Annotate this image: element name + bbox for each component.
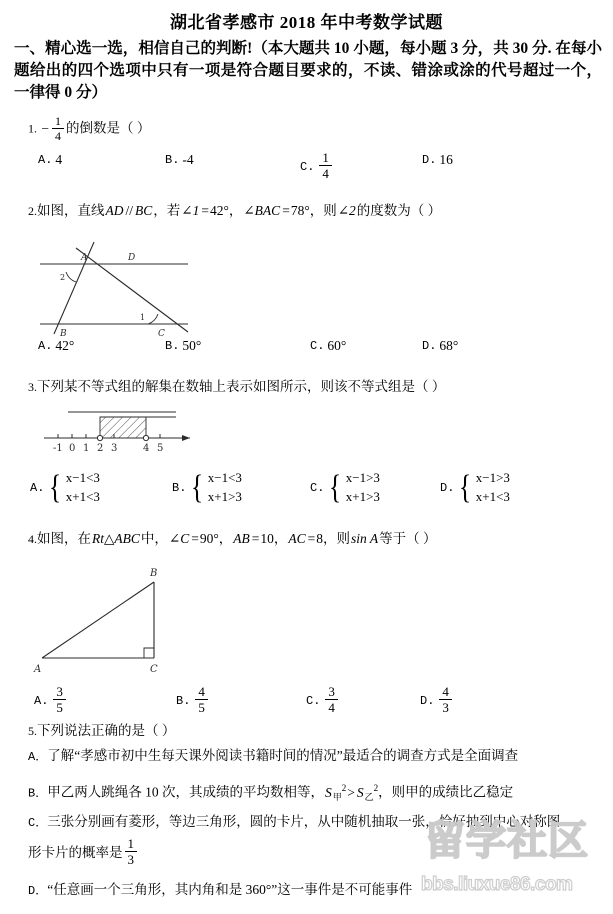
option-label: D. xyxy=(440,480,455,495)
option-label: B. xyxy=(176,693,191,708)
angle-c: ∠C xyxy=(168,531,190,546)
inequality-line-1: x−1>3 xyxy=(345,470,380,485)
question-5-option-c[interactable] xyxy=(28,812,560,833)
question-1-option-b[interactable] xyxy=(165,152,194,168)
left-brace: { xyxy=(459,468,472,506)
variance-subscript-yi: 乙 xyxy=(364,792,374,803)
variance-exponent-yi: 2 xyxy=(373,783,379,793)
eq-2: = xyxy=(307,531,316,546)
option-value: 68° xyxy=(439,338,459,353)
option-label: C. xyxy=(310,480,325,495)
question-1-minus: − xyxy=(41,120,49,136)
stem-lead: 如图，直线 xyxy=(37,203,105,218)
tick-label: 4 xyxy=(143,443,150,454)
question-4-options xyxy=(0,686,613,726)
figure-label-d: D xyxy=(128,253,136,263)
angle-2: ∠2 xyxy=(337,203,356,218)
question-1-options xyxy=(0,152,613,192)
question-2-option-d[interactable] xyxy=(422,338,458,354)
stem-mid-3: ，则 xyxy=(309,203,337,218)
watermark-chinese-text: 留学社区 xyxy=(425,819,589,863)
stem-mid-1: ，若 xyxy=(153,203,181,218)
tick-label: 3 xyxy=(111,443,118,454)
option-label: A. xyxy=(38,153,53,167)
angle-bac-value: 78° xyxy=(290,203,310,218)
eq-2: = xyxy=(282,203,290,218)
question-3-options xyxy=(0,462,613,522)
option-label: D. xyxy=(422,339,437,353)
figure-label-angle-1: 1 xyxy=(140,313,146,322)
option-label: B. xyxy=(165,153,180,167)
option-value: 42° xyxy=(55,338,75,353)
option-label: D. xyxy=(422,153,437,167)
parallel-symbol: // xyxy=(125,203,134,218)
seg-ac-value: 8 xyxy=(316,531,324,546)
variance-symbol-yi: S xyxy=(356,784,364,800)
question-3-number: 3. xyxy=(28,380,37,394)
option-value: -4 xyxy=(182,152,194,167)
eq-0: = xyxy=(191,531,199,546)
question-5-option-b[interactable] xyxy=(28,778,513,807)
question-4-option-b[interactable] xyxy=(176,686,210,715)
inequality-line-2: x+1<3 xyxy=(475,489,510,504)
number-line-figure xyxy=(40,406,230,458)
question-1-number: 1. xyxy=(28,121,37,136)
option-fraction: $\frac{3}{4}$ xyxy=(325,685,338,714)
question-2-option-a[interactable] xyxy=(38,338,74,354)
question-3-option-b[interactable] xyxy=(172,470,242,505)
section-intro: 一、精心选一选，相信自己的判断!（本大题共 10 小题，每小题 3 分，共 30 分. 在每小题给出的四个选项中只有一项是符合题目要求的，不读、错涂或涂的代号超过一个，一律得 0 分） xyxy=(14,40,602,101)
option-value: 4 xyxy=(55,152,63,167)
eq-1: = xyxy=(251,531,260,546)
figure-label-angle-2: 2 xyxy=(60,273,66,282)
left-brace: { xyxy=(329,468,342,506)
stem-tail: 等于（ ） xyxy=(379,531,437,546)
option-fraction: $\frac{4}{3}$ xyxy=(439,685,452,714)
inequality-line-1: x−1<3 xyxy=(65,470,100,485)
page-title: 湖北省孝感市 2018 年中考数学试题 xyxy=(170,13,443,32)
triangle-name: Rt△ABC xyxy=(92,531,140,546)
question-2-stem xyxy=(28,202,441,220)
question-1-fraction: $\frac{1}{4}$ xyxy=(52,115,64,142)
question-2-option-b[interactable] xyxy=(165,338,201,354)
inequality-line-1: x−1>3 xyxy=(475,470,510,485)
question-2-number: 2. xyxy=(28,204,37,218)
tick-label: 5 xyxy=(157,443,164,454)
question-4-stem xyxy=(28,530,437,548)
variance-symbol-jia: S xyxy=(324,784,332,800)
question-5-number: 5. xyxy=(28,724,37,738)
variance-subscript-jia: 甲 xyxy=(332,792,342,803)
question-4-option-c[interactable] xyxy=(306,686,340,715)
stem-lead: 如图，在 xyxy=(37,531,91,546)
question-5-option-a[interactable] xyxy=(28,746,518,767)
option-label: B. xyxy=(165,339,180,353)
variance-exponent-jia: 2 xyxy=(341,783,347,793)
question-1-option-d[interactable] xyxy=(422,152,453,168)
option-value: 50° xyxy=(182,338,202,353)
question-1-stem xyxy=(28,116,150,143)
option-label: A. xyxy=(34,693,49,708)
option-text-post: ，则甲的成绩比乙稳定 xyxy=(378,784,514,800)
figure-label-c: C xyxy=(158,329,165,338)
left-brace: { xyxy=(191,468,204,506)
inequality-system xyxy=(47,470,100,505)
stem-mid-2: ， xyxy=(273,531,288,546)
option-label: C. xyxy=(300,159,315,174)
angle-bac: ∠BAC xyxy=(243,203,281,218)
option-text-pre: 甲乙两人跳绳各 10 次，其成绩的平均数相等， xyxy=(47,784,324,800)
sin-a: sin A xyxy=(351,531,379,546)
question-3-option-c[interactable] xyxy=(310,470,380,505)
seg-ab: AB xyxy=(233,531,250,546)
inequality-system xyxy=(189,470,242,505)
seg-ac: AC xyxy=(288,531,306,546)
inequality-system xyxy=(457,470,510,505)
probability-fraction: $\frac{1}{3}$ xyxy=(125,837,138,866)
option-label: C. xyxy=(310,339,325,353)
inequality-line-1: x−1<3 xyxy=(207,470,242,485)
option-label: B． xyxy=(28,786,48,801)
right-triangle-figure xyxy=(28,558,208,678)
stem-text: 下列某不等式组的解集在数轴上表示如图所示，则该不等式组是（ ） xyxy=(37,379,446,394)
option-label: A. xyxy=(38,339,53,353)
option-fraction: $\frac{1}{4}$ xyxy=(319,151,332,180)
question-4-option-a[interactable] xyxy=(34,686,68,715)
tick-label: 1 xyxy=(83,443,90,454)
tick-label: 2 xyxy=(97,443,104,454)
question-1-tail: 的倒数是（ ） xyxy=(66,120,151,136)
angle-1: ∠1 xyxy=(181,203,200,218)
question-1-option-a[interactable] xyxy=(38,152,62,168)
question-5-option-d[interactable] xyxy=(28,880,412,901)
tick-label: -1 xyxy=(53,443,63,454)
inequality-line-2: x+1>3 xyxy=(207,489,242,504)
parallel-lines-triangle-figure xyxy=(36,238,216,338)
option-value: 60° xyxy=(327,338,347,353)
comparison-operator: > xyxy=(347,784,355,800)
stem-mid-2: ， xyxy=(228,203,243,218)
stem-mid-1: ， xyxy=(218,531,233,546)
option-text-line-1: 三张分别画有菱形，等边三角形，圆的卡片，从中随机抽取一张，恰好抽到中心对称图 xyxy=(47,814,561,829)
figure-label-c: C xyxy=(150,664,158,675)
option-fraction: $\frac{4}{5}$ xyxy=(195,685,208,714)
option-label: D． xyxy=(28,884,48,898)
question-5-option-c-continued xyxy=(28,838,139,867)
inequality-line-2: x+1<3 xyxy=(65,489,100,504)
tick-label: 0 xyxy=(69,443,76,454)
var-ad: AD xyxy=(105,203,124,218)
question-3-option-a[interactable] xyxy=(30,470,100,505)
option-label: C． xyxy=(28,816,48,830)
figure-label-b: B xyxy=(150,568,158,579)
question-1-option-c[interactable] xyxy=(300,152,334,181)
watermark-url-text: bbs.liuxue86.com xyxy=(421,874,573,895)
option-label: D. xyxy=(420,693,435,708)
question-3-option-d[interactable] xyxy=(440,470,510,505)
question-2-options xyxy=(0,338,613,378)
var-bc: BC xyxy=(135,203,153,218)
option-label: C. xyxy=(306,693,321,708)
option-text-line-2: 形卡片的概率是 xyxy=(28,844,123,860)
option-label: B. xyxy=(172,480,187,495)
figure-label-a: A xyxy=(81,253,88,263)
figure-label-b: B xyxy=(60,329,67,338)
angle-1-value: 42° xyxy=(209,203,229,218)
stem-mid-3: ，则 xyxy=(323,531,351,546)
option-text: 了解“孝感市初中生每天课外阅读书籍时间的情况”最适合的调查方式是全面调查 xyxy=(47,748,519,763)
eq-1: = xyxy=(201,203,209,218)
stem-mid-0: 中， xyxy=(140,531,168,546)
option-text: “任意画一个三角形，其内角和是 360°”这一事件是不可能事件 xyxy=(47,882,413,897)
question-4-number: 4. xyxy=(28,532,37,546)
figure-label-a: A xyxy=(34,664,42,675)
stem-text: 下列说法正确的是（ ） xyxy=(37,723,176,738)
question-2-option-c[interactable] xyxy=(310,338,346,354)
question-3-stem xyxy=(28,378,445,396)
option-value: 16 xyxy=(439,152,453,167)
seg-ab-value: 10 xyxy=(260,531,274,546)
left-brace: { xyxy=(49,468,62,506)
option-fraction: $\frac{3}{5}$ xyxy=(53,685,66,714)
inequality-system xyxy=(327,470,380,505)
question-4-option-d[interactable] xyxy=(420,686,454,715)
question-5-stem xyxy=(28,722,175,740)
option-label: A. xyxy=(30,480,45,495)
stem-tail: 的度数为（ ） xyxy=(356,203,442,218)
angle-c-value: 90° xyxy=(199,531,219,546)
inequality-line-2: x+1>3 xyxy=(345,489,380,504)
option-label: A． xyxy=(28,750,48,764)
